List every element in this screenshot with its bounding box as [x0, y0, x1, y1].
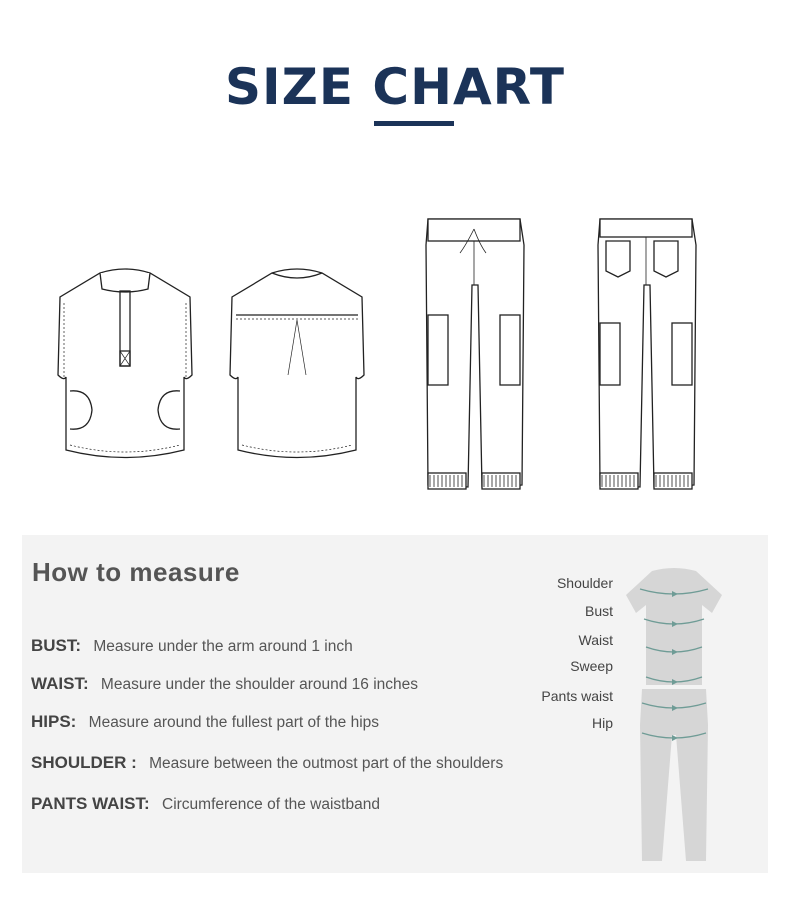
page-title: SIZE CHART — [224, 58, 566, 116]
figure-label-bust: Bust — [584, 603, 613, 619]
measure-row-bust — [31, 636, 353, 656]
jogger-pants-back-illustration — [592, 215, 702, 505]
body-measurement-figure — [618, 565, 728, 865]
measure-label: BUST: — [31, 636, 82, 655]
measure-text: Measure under the shoulder around 16 inches — [100, 676, 419, 693]
measure-text: Measure around the fullest part of the hips — [88, 714, 380, 731]
figure-label-shoulder: Shoulder — [556, 575, 613, 591]
measure-text: Measure between the outmost part of the shoulders — [149, 755, 504, 772]
how-to-measure-panel — [22, 535, 768, 873]
scrub-top-back-illustration — [222, 265, 372, 465]
measure-text: Measure under the arm around 1 inch — [93, 638, 353, 655]
measure-row-pants-waist — [31, 794, 380, 814]
figure-label-sweep: Sweep — [570, 658, 613, 674]
figure-label-waist: Waist — [578, 632, 613, 648]
jogger-pants-front-illustration — [420, 215, 530, 505]
title-underline — [374, 121, 454, 126]
figure-label-hip: Hip — [591, 715, 613, 731]
figure-label-pants-waist: Pants waist — [541, 688, 613, 704]
measure-row-hips — [31, 712, 379, 732]
measure-text: Circumference of the waistband — [162, 796, 380, 813]
measure-label: PANTS WAIST: — [31, 794, 150, 813]
measure-row-waist — [31, 674, 418, 694]
scrub-top-front-illustration — [50, 265, 200, 465]
measure-label: WAIST: — [31, 674, 89, 693]
how-to-measure-heading: How to measure — [32, 557, 240, 587]
measure-label: SHOULDER : — [31, 753, 137, 772]
measure-label: HIPS: — [31, 712, 77, 731]
measure-row-shoulder — [31, 753, 503, 773]
